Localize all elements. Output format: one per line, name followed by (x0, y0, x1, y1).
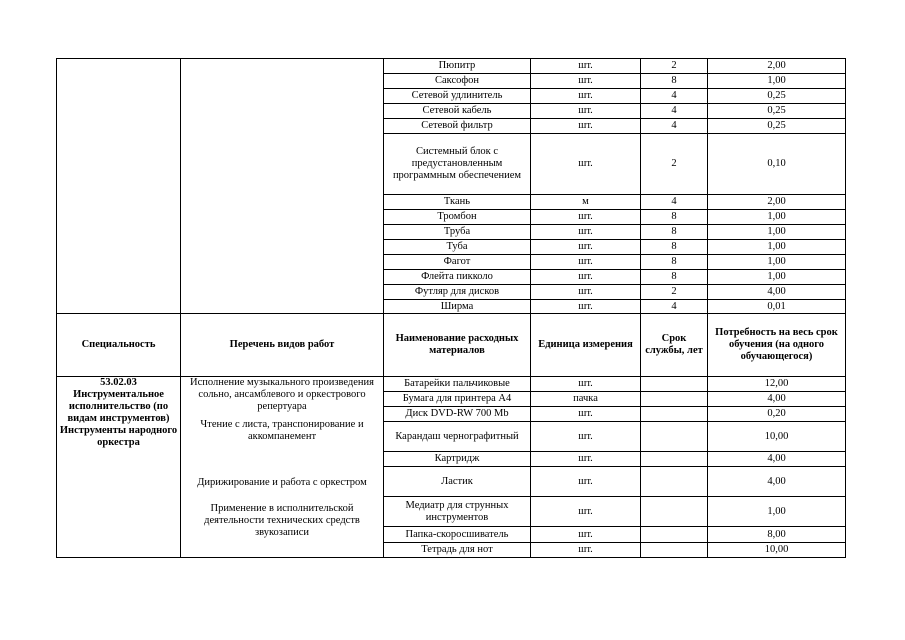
material-value: 4,00 (708, 392, 846, 407)
material-name: Бумага для принтера А4 (384, 392, 531, 407)
material-value: 0,20 (708, 407, 846, 422)
material-unit: шт. (531, 407, 641, 422)
material-value: 1,00 (708, 270, 846, 285)
header-need: Потребность на весь срок обучения (на одного обучающегося) (708, 314, 846, 377)
material-name: Труба (384, 225, 531, 240)
material-name: Сетевой фильтр (384, 119, 531, 134)
material-qty: 2 (641, 134, 708, 195)
material-qty: 8 (641, 255, 708, 270)
material-term (641, 527, 708, 543)
material-value: 1,00 (708, 210, 846, 225)
material-value: 8,00 (708, 527, 846, 543)
header-row (57, 314, 846, 377)
material-qty: 2 (641, 59, 708, 74)
material-unit: шт. (531, 527, 641, 543)
material-unit: шт. (531, 119, 641, 134)
material-name: Флейта пикколо (384, 270, 531, 285)
material-unit: шт. (531, 300, 641, 314)
table-row (57, 377, 846, 392)
material-unit: шт. (531, 285, 641, 300)
material-unit: шт. (531, 497, 641, 527)
material-value: 1,00 (708, 497, 846, 527)
material-value: 4,00 (708, 452, 846, 467)
material-unit: шт. (531, 543, 641, 558)
material-qty: 8 (641, 225, 708, 240)
material-term (641, 452, 708, 467)
material-name: Тромбон (384, 210, 531, 225)
material-value: 1,00 (708, 225, 846, 240)
specialty-name: Инструментальное исполнительство (по видам инструментов) Инструменты народного оркестра (59, 389, 178, 448)
header-materials: Наименование расходных материалов (384, 314, 531, 377)
material-value: 12,00 (708, 377, 846, 392)
work-item: Исполнение музыкального произведения сольно, ансамблевого и оркестрового репертуара (189, 377, 374, 412)
material-value: 0,25 (708, 119, 846, 134)
material-value: 1,00 (708, 240, 846, 255)
material-term (641, 407, 708, 422)
material-name: Ткань (384, 195, 531, 210)
material-unit: шт. (531, 467, 641, 497)
material-unit: шт. (531, 225, 641, 240)
material-value: 0,01 (708, 300, 846, 314)
material-qty: 2 (641, 285, 708, 300)
material-term (641, 467, 708, 497)
material-value: 4,00 (708, 467, 846, 497)
material-value: 0,25 (708, 104, 846, 119)
material-name: Сетевой кабель (384, 104, 531, 119)
specialty-code: 53.02.03 (100, 377, 137, 388)
material-name: Футляр для дисков (384, 285, 531, 300)
material-name: Диск DVD-RW 700 Mb (384, 407, 531, 422)
material-unit: шт. (531, 134, 641, 195)
works-cell-empty (181, 59, 384, 314)
material-unit: шт. (531, 210, 641, 225)
material-name: Медиатр для струнных инструментов (384, 497, 531, 527)
material-value: 0,25 (708, 89, 846, 104)
material-term (641, 543, 708, 558)
material-value: 1,00 (708, 255, 846, 270)
specialty-cell (57, 377, 181, 558)
material-unit: шт. (531, 104, 641, 119)
material-name: Папка-скоросшиватель (384, 527, 531, 543)
material-value: 2,00 (708, 59, 846, 74)
header-works: Перечень видов работ (181, 314, 384, 377)
material-value: 0,10 (708, 134, 846, 195)
material-value: 10,00 (708, 422, 846, 452)
header-term: Срок службы, лет (641, 314, 708, 377)
material-qty: 8 (641, 74, 708, 89)
material-unit: шт. (531, 377, 641, 392)
material-unit: шт. (531, 89, 641, 104)
material-term (641, 422, 708, 452)
works-cell (181, 377, 384, 558)
material-name: Картридж (384, 452, 531, 467)
material-unit: шт. (531, 59, 641, 74)
material-qty: 4 (641, 300, 708, 314)
material-qty: 8 (641, 210, 708, 225)
materials-table (56, 58, 846, 558)
material-name: Батарейки пальчиковые (384, 377, 531, 392)
material-name: Ширма (384, 300, 531, 314)
material-unit: м (531, 195, 641, 210)
work-item: Чтение с листа, транспонирование и аккомпанемент (200, 419, 364, 442)
material-name: Саксофон (384, 74, 531, 89)
material-term (641, 377, 708, 392)
material-value: 4,00 (708, 285, 846, 300)
material-name: Фагот (384, 255, 531, 270)
material-name: Сетевой удлинитель (384, 89, 531, 104)
material-qty: 8 (641, 270, 708, 285)
material-unit: шт. (531, 422, 641, 452)
material-value: 2,00 (708, 195, 846, 210)
material-value: 10,00 (708, 543, 846, 558)
material-qty: 8 (641, 240, 708, 255)
material-name: Пюпитр (384, 59, 531, 74)
header-unit: Единица измерения (531, 314, 641, 377)
material-unit: пачка (531, 392, 641, 407)
material-unit: шт. (531, 270, 641, 285)
material-name: Карандаш чернографитный (384, 422, 531, 452)
material-unit: шт. (531, 452, 641, 467)
material-unit: шт. (531, 240, 641, 255)
material-value: 1,00 (708, 74, 846, 89)
material-name: Туба (384, 240, 531, 255)
material-qty: 4 (641, 89, 708, 104)
material-qty: 4 (641, 104, 708, 119)
material-unit: шт. (531, 255, 641, 270)
header-specialty: Специальность (57, 314, 181, 377)
material-term (641, 497, 708, 527)
material-unit: шт. (531, 74, 641, 89)
material-name: Тетрадь для нот (384, 543, 531, 558)
material-qty: 4 (641, 195, 708, 210)
specialty-cell-empty (57, 59, 181, 314)
material-name: Системный блок с предустановленным программным обеспечением (384, 134, 531, 195)
material-term (641, 392, 708, 407)
material-qty: 4 (641, 119, 708, 134)
table-row (57, 59, 846, 74)
work-item: Применение в исполнительской деятельности технических средств звукозаписи (204, 503, 360, 538)
material-name: Ластик (384, 467, 531, 497)
work-item: Дирижирование и работа с оркестром (197, 477, 367, 488)
